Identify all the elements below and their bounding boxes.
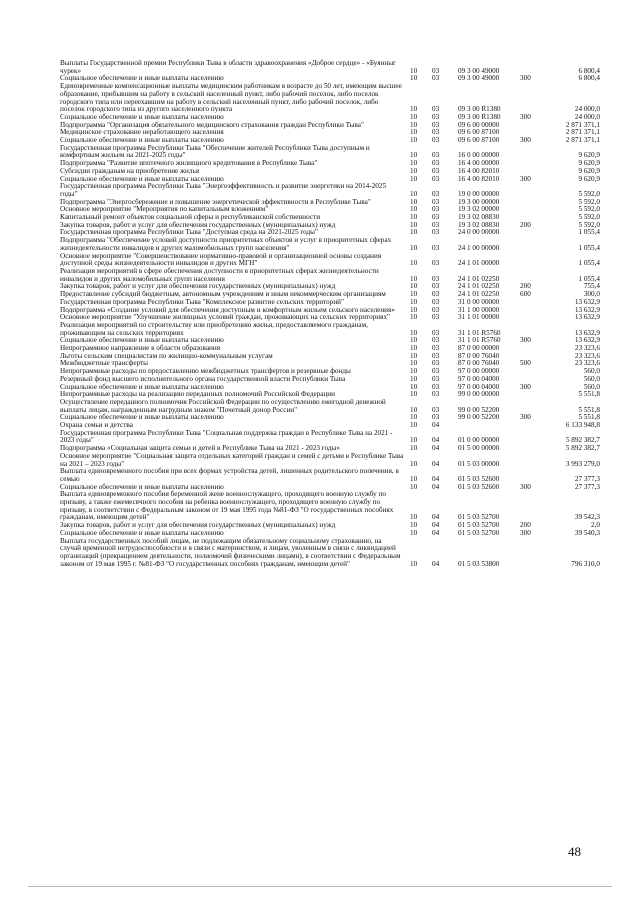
- target-article-code: 16 4 00 00000: [458, 159, 500, 168]
- expense-type-code: 300: [520, 382, 531, 391]
- subsection-code: 04: [432, 436, 440, 445]
- budget-item-name: Межбюджетные трансферты: [60, 359, 148, 368]
- section-code: 10: [410, 282, 418, 291]
- budget-item-name: Единовременные компенсационные выплаты медицинским работникам в возрасте до 50 лет, имеющим высшее образование, прибывшим на работу в сельский населенный пункт, либо рабочий поселок, либо поселок городского типа или переехавшим на работу в сельский населенный пункт, либо рабочий поселок, либо поселок городского типа из другого населенного пункта: [60, 82, 402, 114]
- amount: 5 892 382,7: [565, 444, 600, 453]
- target-article-code: 19 3 02 00000: [458, 205, 500, 214]
- amount: 1 055,4: [578, 259, 600, 268]
- section-code: 10: [410, 205, 418, 214]
- target-article-code: 31 0 00 00000: [458, 297, 500, 306]
- section-code: 10: [410, 528, 418, 537]
- subsection-code: 03: [432, 105, 440, 114]
- table-row: [60, 145, 600, 160]
- target-article-code: 31 1 01 00000: [458, 313, 500, 322]
- target-article-code: 99 0 00 52200: [458, 405, 500, 414]
- budget-item-name: Подпрограмма «Социальная защита семьи и детей в Республике Тыва на 2021 - 2023 годы»: [60, 444, 340, 453]
- target-article-code: 16 4 00 82010: [458, 174, 500, 183]
- budget-item-name: Закупка товаров, работ и услуг для обеспечения государственных (муниципальных) нужд: [60, 521, 336, 530]
- subsection-code: 03: [432, 112, 440, 121]
- section-code: 10: [410, 336, 418, 345]
- section-code: 10: [410, 482, 418, 491]
- target-article-code: 09 6 00 00000: [458, 120, 500, 129]
- budget-item-name: Закупка товаров, работ и услуг для обеспечения государственных (муниципальных) нужд: [60, 282, 336, 291]
- target-article-code: 16 0 00 00000: [458, 151, 500, 160]
- amount: 560,0: [583, 374, 600, 383]
- subsection-code: 03: [432, 351, 440, 360]
- budget-item-name: Непрограммные расходы по предоставлению межбюджетных трансфертов и резервные фонды: [60, 367, 351, 376]
- amount: 9 620,9: [578, 174, 600, 183]
- target-article-code: 01 0 00 00000: [458, 436, 500, 445]
- subsection-code: 04: [432, 528, 440, 537]
- target-article-code: 87 0 00 00000: [458, 344, 500, 353]
- section-code: 10: [410, 259, 418, 268]
- budget-item-name: Непрограммные расходы на реализацию переданных полномочий Российской Федерации: [60, 390, 335, 399]
- amount: 2 871 371,1: [565, 128, 600, 137]
- amount: 39 542,3: [574, 513, 600, 522]
- subsection-code: 03: [432, 243, 440, 252]
- budget-item-name: Социальное обеспечение и иные выплаты населению: [60, 112, 224, 121]
- amount: 5 551,8: [578, 405, 600, 414]
- budget-item-name: Социальное обеспечение и иные выплаты населению: [60, 336, 224, 345]
- amount: 9 620,9: [578, 166, 600, 175]
- amount: 1 055,4: [578, 243, 600, 252]
- budget-item-name: Государственная программа Республики Тыва "Обеспечение жителей Республики Тыва доступным и комфортным жильем на 2021-2025 годы": [60, 143, 370, 160]
- target-article-code: 19 3 00 00000: [458, 197, 500, 206]
- amount: 6 133 948,8: [565, 421, 600, 430]
- subsection-code: 03: [432, 228, 440, 237]
- budget-item-name: Реализация мероприятий в сфере обеспечения доступности в приоритетных сферах жизнедеятельности инвалидов и других маломобильных групп населения: [60, 266, 379, 283]
- table-row: [60, 414, 600, 422]
- subsection-code: 04: [432, 421, 440, 430]
- subsection-code: 03: [432, 405, 440, 414]
- target-article-code: 87 0 00 76040: [458, 351, 500, 360]
- budget-item-name: Выплата государственных пособий лицам, не подлежащим обязательному социальному страхованию, на случай временной нетрудоспособности и в связи с материнством, и лицам, уволенным в связи с ликвидацией организаций (прекращением деятельности, полномочий физическими лицами), в соответствии с Федеральным законом от 19 мая 1995 г. №81-ФЗ "О государственных пособиях гражданам, имеющим детей": [60, 536, 401, 568]
- amount: 9 620,9: [578, 151, 600, 160]
- expense-type-code: 200: [520, 220, 531, 229]
- amount: 13 632,9: [574, 305, 600, 314]
- amount: 2 871 371,1: [565, 136, 600, 145]
- target-article-code: 19 0 00 00000: [458, 189, 500, 198]
- amount: 560,0: [583, 367, 600, 376]
- subsection-code: 03: [432, 174, 440, 183]
- section-code: 10: [410, 243, 418, 252]
- subsection-code: 03: [432, 413, 440, 422]
- section-code: 10: [410, 521, 418, 530]
- budget-item-name: Предоставление субсидий бюджетным, автономным учреждениям и иным некоммерческим организациям: [60, 290, 386, 299]
- budget-item-name: Государственная программа Республики Тыва "Социальная поддержка граждан в Республике Тыва на 2021 - 2023 годы": [60, 428, 393, 445]
- amount: 300,0: [583, 290, 600, 299]
- amount: 23 323,6: [574, 351, 600, 360]
- subsection-code: 03: [432, 374, 440, 383]
- expense-type-code: 300: [520, 336, 531, 345]
- amount: 13 632,9: [574, 336, 600, 345]
- budget-item-name: Социальное обеспечение и иные выплаты населению: [60, 174, 224, 183]
- budget-item-name: Подпрограмма "Энергосбережение и повышение энергетической эффективности в Республике Тыва": [60, 197, 371, 206]
- target-article-code: 09 3 00 49000: [458, 66, 500, 75]
- subsection-code: 03: [432, 120, 440, 129]
- budget-item-name: Выплата единовременного пособия при всех формах устройства детей, лишенных родительского попечения, в семью: [60, 467, 399, 483]
- amount: 1 055,4: [578, 274, 600, 283]
- subsection-code: 03: [432, 390, 440, 399]
- subsection-code: 03: [432, 367, 440, 376]
- section-code: 10: [410, 513, 418, 522]
- section-code: 10: [410, 436, 418, 445]
- table-row: [60, 538, 600, 569]
- section-code: 10: [410, 228, 418, 237]
- amount: 5 551,8: [578, 413, 600, 422]
- amount: 5 592,0: [578, 197, 600, 206]
- budget-item-name: Основное мероприятие "Мероприятия по капитальным вложениям": [60, 205, 269, 214]
- budget-item-name: Резервный фонд высшего исполнительного органа государственной власти Республики Тыва: [60, 374, 346, 383]
- amount: 23 323,6: [574, 344, 600, 353]
- amount: 24 000,0: [574, 112, 600, 121]
- budget-item-name: Медицинское страхование неработающего населения: [60, 128, 224, 137]
- amount: 560,0: [583, 382, 600, 391]
- target-article-code: 01 5 00 00000: [458, 444, 500, 453]
- section-code: 10: [410, 112, 418, 121]
- section-code: 10: [410, 405, 418, 414]
- section-code: 10: [410, 189, 418, 198]
- target-article-code: 24 1 01 02250: [458, 274, 500, 283]
- target-article-code: 19 3 02 08830: [458, 220, 500, 229]
- budget-item-name: Выплата единовременного пособия беременной жене военнослужащего, проходящего военную службу по призыву, а также ежемесячного пособия на ребенка военнослужащего, проходящего военную службу по призыву, в соответствии с Федеральным законом от 19 мая 1995 года №81-ФЗ "О государственных пособиях гражданам, имеющим детей": [60, 490, 394, 522]
- table-row: [60, 322, 600, 337]
- amount: 755,4: [583, 282, 600, 291]
- section-code: 10: [410, 313, 418, 322]
- section-code: 10: [410, 290, 418, 299]
- target-article-code: 19 3 02 08830: [458, 213, 500, 222]
- target-article-code: 01 5 03 52600: [458, 474, 500, 483]
- section-code: 10: [410, 421, 418, 430]
- expense-type-code: 200: [520, 282, 531, 291]
- section-code: 10: [410, 105, 418, 114]
- page-number: 48: [568, 844, 581, 859]
- subsection-code: 04: [432, 559, 440, 568]
- section-code: 10: [410, 74, 418, 83]
- section-code: 10: [410, 359, 418, 368]
- page-bottom-rule: [28, 886, 612, 887]
- expense-type-code: 300: [520, 136, 531, 145]
- section-code: 10: [410, 159, 418, 168]
- amount: 13 632,9: [574, 297, 600, 306]
- target-article-code: 01 5 03 52700: [458, 521, 500, 530]
- section-code: 10: [410, 367, 418, 376]
- subsection-code: 04: [432, 482, 440, 491]
- target-article-code: 01 5 03 52700: [458, 513, 500, 522]
- section-code: 10: [410, 274, 418, 283]
- subsection-code: 04: [432, 474, 440, 483]
- expense-type-code: 300: [520, 482, 531, 491]
- subsection-code: 03: [432, 336, 440, 345]
- target-article-code: 97 0 00 04000: [458, 382, 500, 391]
- table-row: [60, 83, 600, 114]
- section-code: 10: [410, 382, 418, 391]
- table-row: [60, 430, 600, 445]
- budget-item-name: Основное мероприятие "Улучшение жилищных условий граждан, проживающих на сельских территориях": [60, 313, 390, 322]
- section-code: 10: [410, 459, 418, 468]
- table-row: [60, 253, 600, 268]
- section-code: 10: [410, 413, 418, 422]
- table-row: [60, 491, 600, 522]
- budget-item-name: Закупка товаров, работ и услуг для обеспечения государственных (муниципальных) нужд: [60, 220, 336, 229]
- section-code: 10: [410, 344, 418, 353]
- amount: 5 592,0: [578, 213, 600, 222]
- subsection-code: 03: [432, 297, 440, 306]
- target-article-code: 09 3 00 49000: [458, 74, 500, 83]
- section-code: 10: [410, 351, 418, 360]
- budget-item-name: Подпрограмма "Развитие ипотечного жилищного кредитования в Республике Тыва": [60, 159, 318, 168]
- budget-item-name: Субсидии гражданам на приобретение жилья: [60, 166, 200, 175]
- section-code: 10: [410, 297, 418, 306]
- target-article-code: 09 6 00 87100: [458, 136, 500, 145]
- section-code: 10: [410, 374, 418, 383]
- amount: 5 892 382,7: [565, 436, 600, 445]
- amount: 6 800,4: [578, 66, 600, 75]
- section-code: 10: [410, 474, 418, 483]
- amount: 13 632,9: [574, 313, 600, 322]
- target-article-code: 16 4 00 82010: [458, 166, 500, 175]
- target-article-code: 87 0 00 76040: [458, 359, 500, 368]
- subsection-code: 03: [432, 74, 440, 83]
- subsection-code: 03: [432, 305, 440, 314]
- expense-type-code: 300: [520, 74, 531, 83]
- budget-item-name: Социальное обеспечение и иные выплаты населению: [60, 482, 224, 491]
- section-code: 10: [410, 390, 418, 399]
- amount: 5 592,0: [578, 205, 600, 214]
- budget-item-name: Основное мероприятие "Социальная защита отдельных категорий граждан и семей с детьми в Республике Тыва на 2021 – 2023 годы": [60, 451, 404, 468]
- expense-type-code: 300: [520, 174, 531, 183]
- subsection-code: 03: [432, 313, 440, 322]
- target-article-code: 24 1 01 02250: [458, 290, 500, 299]
- subsection-code: 03: [432, 274, 440, 283]
- subsection-code: 03: [432, 213, 440, 222]
- target-article-code: 99 0 00 00000: [458, 390, 500, 399]
- amount: 13 632,9: [574, 328, 600, 337]
- table-row: [60, 60, 600, 75]
- amount: 3 993 279,0: [565, 459, 600, 468]
- target-article-code: 31 1 01 R5760: [458, 336, 501, 345]
- amount: 5 592,0: [578, 220, 600, 229]
- subsection-code: 03: [432, 197, 440, 206]
- subsection-code: 03: [432, 259, 440, 268]
- amount: 5 551,8: [578, 390, 600, 399]
- budget-item-name: Осуществление переданного полномочия Российской Федерации по осуществлению ежегодной денежной выплаты лицам, награжденным нагрудным знаком "Почетный донор России": [60, 397, 386, 414]
- expense-type-code: 300: [520, 112, 531, 121]
- budget-item-name: Социальное обеспечение и иные выплаты населению: [60, 382, 224, 391]
- target-article-code: 09 3 00 R1380: [458, 112, 501, 121]
- table-row: [60, 268, 600, 283]
- target-article-code: 01 5 03 52700: [458, 528, 500, 537]
- section-code: 10: [410, 66, 418, 75]
- budget-item-name: Охрана семьи и детства: [60, 421, 133, 430]
- amount: 2 871 371,1: [565, 120, 600, 129]
- budget-table: [60, 60, 600, 568]
- amount: 796 310,0: [571, 559, 600, 568]
- amount: 27 377,3: [574, 474, 600, 483]
- expense-type-code: 300: [520, 413, 531, 422]
- amount: 9 620,9: [578, 159, 600, 168]
- section-code: 10: [410, 328, 418, 337]
- target-article-code: 24 1 00 00000: [458, 243, 500, 252]
- target-article-code: 09 6 00 87100: [458, 128, 500, 137]
- section-code: 10: [410, 305, 418, 314]
- budget-item-name: Льготы сельским специалистам по жилищно-коммунальным услугам: [60, 351, 273, 360]
- subsection-code: 03: [432, 344, 440, 353]
- subsection-code: 03: [432, 205, 440, 214]
- amount: 24 000,0: [574, 105, 600, 114]
- target-article-code: 99 0 00 52200: [458, 413, 500, 422]
- budget-item-name: Социальное обеспечение и иные выплаты населению: [60, 413, 224, 422]
- subsection-code: 03: [432, 66, 440, 75]
- subsection-code: 03: [432, 189, 440, 198]
- subsection-code: 03: [432, 382, 440, 391]
- target-article-code: 01 5 03 53800: [458, 559, 500, 568]
- amount: 2,0: [591, 521, 600, 530]
- section-code: 10: [410, 174, 418, 183]
- subsection-code: 04: [432, 521, 440, 530]
- table-row: [60, 453, 600, 468]
- table-row: [60, 237, 600, 252]
- section-code: 10: [410, 213, 418, 222]
- budget-item-name: Реализация мероприятий по строительству или приобретению жилья, предоставляемого гражданам, проживающим на сельских территориях: [60, 320, 368, 337]
- target-article-code: 97 0 00 04000: [458, 374, 500, 383]
- amount: 1 055,4: [578, 228, 600, 237]
- budget-item-name: Подпрограмма "Обеспечение условий доступности приоритетных объектов и услуг в приоритетных сферах жизнедеятельности инвалидов и других маломобильных групп населения": [60, 236, 392, 252]
- budget-item-name: Выплаты Государственной премии Республики Тыва в области здравоохранения «Доброе сердце» - «Буянныг чурек»: [60, 59, 396, 75]
- budget-item-name: Подпрограмма "Организация обязательного медицинского страхования граждан Республики Тыва": [60, 120, 364, 129]
- target-article-code: 24 1 01 02250: [458, 282, 500, 291]
- target-article-code: 01 5 03 00000: [458, 459, 500, 468]
- table-row: [60, 468, 600, 483]
- expense-type-code: 600: [520, 290, 531, 299]
- budget-item-name: Социальное обеспечение и иные выплаты населению: [60, 528, 224, 537]
- budget-item-name: Государственная программа Республики Тыва "Комплексное развитие сельских территорий": [60, 297, 344, 306]
- section-code: 10: [410, 559, 418, 568]
- subsection-code: 03: [432, 359, 440, 368]
- subsection-code: 03: [432, 151, 440, 160]
- target-article-code: 31 1 01 R5760: [458, 328, 501, 337]
- budget-item-name: Социальное обеспечение и иные выплаты населению: [60, 74, 224, 83]
- subsection-code: 03: [432, 128, 440, 137]
- subsection-code: 03: [432, 166, 440, 175]
- budget-item-name: Подпрограмма «Создание условий для обеспечения доступным и комфортным жильем сельского населения»: [60, 305, 395, 314]
- budget-item-name: Основное мероприятие "Совершенствование нормативно-правовой и организационной основы создания доступной среды жизнедеятельности инвалидов и других МГН": [60, 251, 382, 268]
- section-code: 10: [410, 166, 418, 175]
- amount: 23 323,6: [574, 359, 600, 368]
- budget-item-name: Государственная программа Республики Тыва "Доступная среда на 2021-2025 годы": [60, 228, 318, 237]
- table-row: [60, 399, 600, 414]
- subsection-code: 04: [432, 459, 440, 468]
- budget-item-name: Государственная программа Республики Тыва "Энергоэффективность и развитие энергетики на 2014-2025 годы": [60, 182, 387, 198]
- amount: 5 592,0: [578, 189, 600, 198]
- section-code: 10: [410, 136, 418, 145]
- amount: 6 800,4: [578, 74, 600, 83]
- expense-type-code: 500: [520, 359, 531, 368]
- subsection-code: 03: [432, 159, 440, 168]
- budget-item-name: Социальное обеспечение и иные выплаты населению: [60, 136, 224, 145]
- section-code: 10: [410, 444, 418, 453]
- budget-item-name: Капитальный ремонт объектов социальной сферы и республиканской собственности: [60, 213, 321, 222]
- table-row: [60, 183, 600, 198]
- expense-type-code: 200: [520, 521, 531, 530]
- section-code: 10: [410, 128, 418, 137]
- subsection-code: 03: [432, 290, 440, 299]
- target-article-code: 97 0 00 00000: [458, 367, 500, 376]
- section-code: 10: [410, 220, 418, 229]
- target-article-code: 24 1 01 00000: [458, 259, 500, 268]
- subsection-code: 03: [432, 136, 440, 145]
- target-article-code: 24 0 00 00000: [458, 228, 500, 237]
- subsection-code: 03: [432, 282, 440, 291]
- budget-item-name: Непрограммное направление в области образования: [60, 344, 221, 353]
- amount: 27 377,3: [574, 482, 600, 491]
- section-code: 10: [410, 120, 418, 129]
- subsection-code: 04: [432, 513, 440, 522]
- subsection-code: 04: [432, 444, 440, 453]
- target-article-code: 31 1 00 00000: [458, 305, 500, 314]
- amount: 39 540,3: [574, 528, 600, 537]
- section-code: 10: [410, 197, 418, 206]
- target-article-code: 01 5 03 52600: [458, 482, 500, 491]
- expense-type-code: 300: [520, 528, 531, 537]
- section-code: 10: [410, 151, 418, 160]
- target-article-code: 09 3 00 R1380: [458, 105, 501, 114]
- subsection-code: 03: [432, 220, 440, 229]
- subsection-code: 03: [432, 328, 440, 337]
